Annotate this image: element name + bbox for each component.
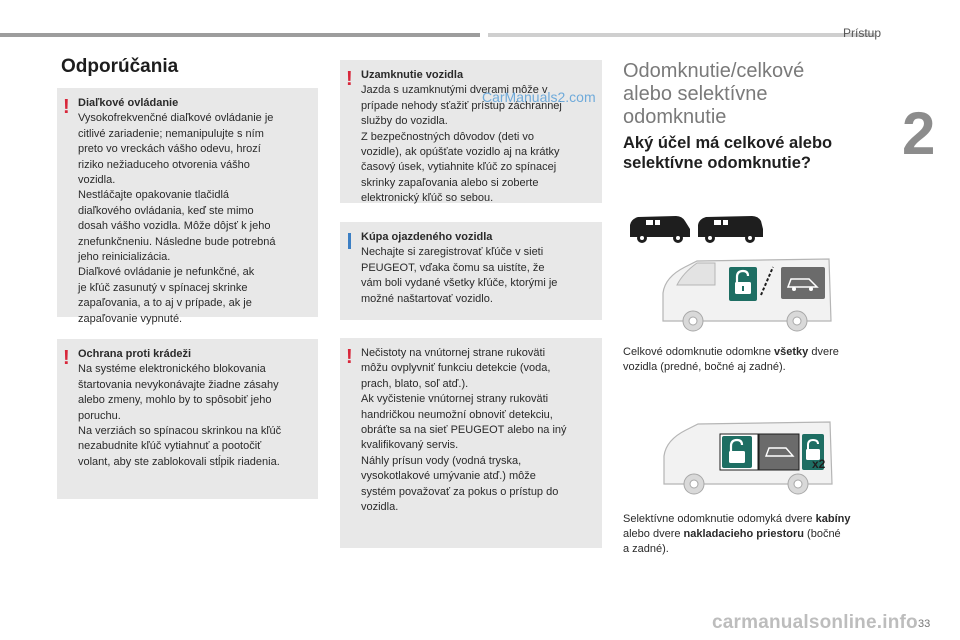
info-box-used-car (340, 222, 602, 320)
warning-icon: ! (63, 347, 70, 369)
caption-total-unlock: Celkové odomknutie odomkne všetky dvere vozidla (predné, bočné aj zadné). (623, 346, 839, 373)
van-selective-unlock-figure (658, 420, 836, 498)
chapter-number: 2 (902, 100, 936, 167)
box-text: Nečistoty na vnútornej strane rukoväti môžu ovplyvniť funkciu detekcie (voda, prach, blato, soľ atď.). Ak vyčistenie vnútornej strany rukoväti handričkou neumožní obnoviť detekciu, obráťte sa na sieť PEUGEOT alebo na iný kvalifikovaný servis. Náhly prísun vody (vodná tryska, vysokotlakové umývanie atď.) môže systém považovať za pokus o prístup do vozidla. (361, 347, 567, 514)
warning-icon: ! (346, 68, 353, 90)
warning-box-antitheft (57, 339, 318, 499)
page-title: Odporúčania (61, 56, 179, 77)
section-label: Prístup (843, 26, 882, 40)
info-icon (348, 233, 351, 249)
van-silhouettes-icon (628, 213, 763, 245)
warning-box-remote (57, 88, 318, 325)
warning-icon: ! (63, 96, 70, 118)
header-bar-left (0, 33, 480, 37)
page-number: 33 (918, 618, 931, 630)
section-heading: Odomknutie/celkové alebo selektívne odomknutie (623, 60, 805, 128)
box-text: Vysokofrekvenčné diaľkové ovládanie je citlivé zariadenie; nemanipulujte s ním preto vo vreckách vášho odevu, hrozí riziko nežiaduceho otvorenia vášho vozidla. Nestláčajte opakovanie tlačidlá diaľkového ovládania, keď ste mimo dosah vášho vozidla. Môže dôjsť k jeho znefunkčneniu. Následne bude potrebná jeho reinicializácia. Diaľkové ovládanie je nefunkčné, ak je kľúč zasunutý v spínacej skrinke zapaľovania, a to aj v prípade, ak je zapaľovanie vypnuté. (78, 112, 276, 325)
box-title: Uzamknutie vozidla (361, 69, 464, 81)
watermark-footer: carmanualsonline.info (712, 612, 918, 633)
van-total-unlock-figure (657, 255, 835, 335)
box-title: Diaľkové ovládanie (78, 97, 179, 109)
warning-box-dirt (340, 338, 602, 548)
warning-box-locking (340, 60, 602, 203)
warning-icon: ! (346, 346, 353, 368)
box-text: Jazda s uzamknutými dverami môže v prípade nehody sťažiť prístup záchrannej služby do vozidla. Z bezpečnostných dôvodov (deti vo vozidle), ak opúšťate vozidlo aj na krátky časový úsek, vytiahnite kľúč zo spínacej skrinky zapaľovania alebo si zoberte elektronický kľúč so sebou. (361, 84, 562, 205)
section-subheading: Aký účel má celkové alebo selektívne odomknutie? (623, 134, 833, 172)
box-title: Kúpa ojazdeného vozidla (361, 231, 493, 243)
header-bar-right (488, 33, 875, 37)
box-text: Nechajte si zaregistrovať kľúče v sieti PEUGEOT, vďaka čomu sa uistíte, že vám boli vydané všetky kľúče, ktorými je možné naštartovať vozidlo. (361, 246, 558, 305)
repeat-count-badge: x2 (812, 457, 826, 471)
box-text: Na systéme elektronického blokovania štartovania nevykonávajte žiadne zásahy alebo zmeny, mohlo by to spôsobiť jeho poruchu. Na verziách so spínacou skrinkou na kľúč nezabudnite kľúč vytiahnuť a pootočiť volant, aby ste zablokovali stĺpik riadenia. (78, 363, 282, 468)
box-title: Ochrana proti krádeži (78, 348, 192, 360)
caption-selective-unlock: Selektívne odomknutie odomyká dvere kabíny alebo dvere nakladacieho priestoru (bočné a zadné). (623, 513, 851, 555)
watermark: CarManuals2.com (482, 89, 596, 105)
